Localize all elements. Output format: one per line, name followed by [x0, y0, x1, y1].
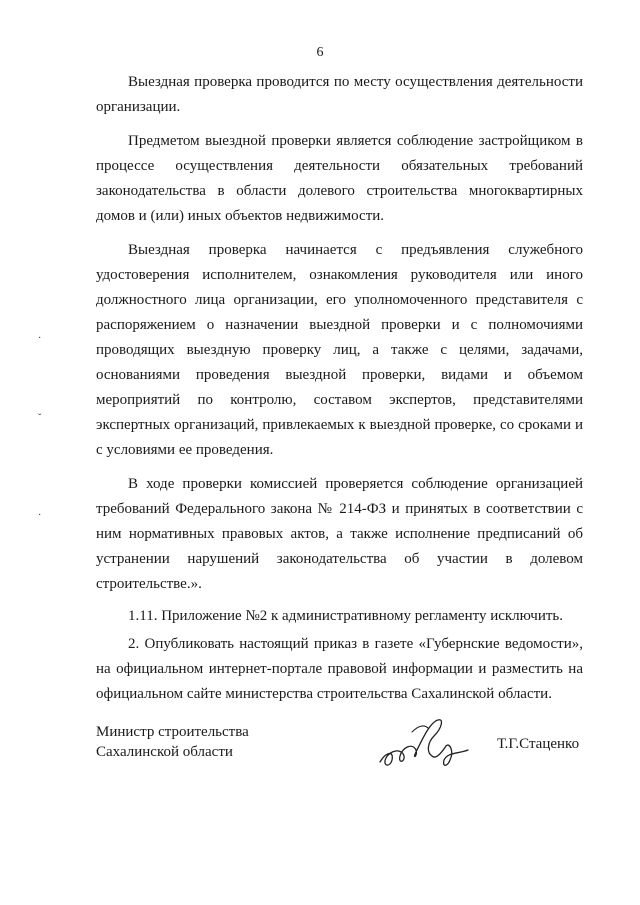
paragraph-publication: 2. Опубликовать настоящий приказ в газете «Губернские ведомости», на официальном интернет-портале правовой информации и разместить на официальном сайте министерства строительства Сахалинской области.: [96, 636, 583, 702]
paragraph-on-site-location: Выездная проверка проводится по месту осуществления деятельности организации.: [96, 74, 583, 115]
handwritten-signature: [372, 712, 482, 774]
scan-mark: ·: [38, 510, 42, 521]
position-line-1: Министр строительства: [96, 724, 249, 740]
paragraph-inspection-start: Выездная проверка начинается с предъявления служебного удостоверения исполнителем, ознакомления руководителя или иного должностного лица организации, его уполномоченного представителя с распоряжением о назначении выездной проверки и с полномочиями проводящих выездную проверку лиц, а также с целями, задачами, основаниями проведения выездной проверки, видами и объемом мероприятий по контролю, составом экспертов, представителями экспертных организаций, привлекаемых к выездной проверке, со сроками и с условиями ее проведения.: [96, 242, 583, 458]
document-body: [96, 70, 583, 707]
paragraph-inspection-subject: Предметом выездной проверки является соблюдение застройщиком в процессе осуществления деятельности обязательных требований законодательства в области долевого строительства многоквартирных домов и (или) иных объектов недвижимости.: [96, 133, 583, 224]
page-number: 6: [316, 45, 324, 60]
signer-name: Т.Г.Стаценко: [497, 736, 580, 752]
signature-position: [96, 722, 249, 762]
position-line-2: Сахалинской области: [96, 744, 233, 760]
paragraph-commission-check: В ходе проверки комиссией проверяется соблюдение организацией требований Федерального закона № 214-ФЗ и принятых в соответствии с ним нормативных правовых актов, а также исполнение предписаний об устранении нарушений законодательства об участии в долевом строительстве.».: [96, 476, 583, 592]
paragraph-annex-removal: 1.11. Приложение №2 к административному регламенту исключить.: [128, 608, 564, 624]
scan-mark: ·: [38, 333, 42, 344]
scan-mark: ˇ: [38, 413, 42, 424]
